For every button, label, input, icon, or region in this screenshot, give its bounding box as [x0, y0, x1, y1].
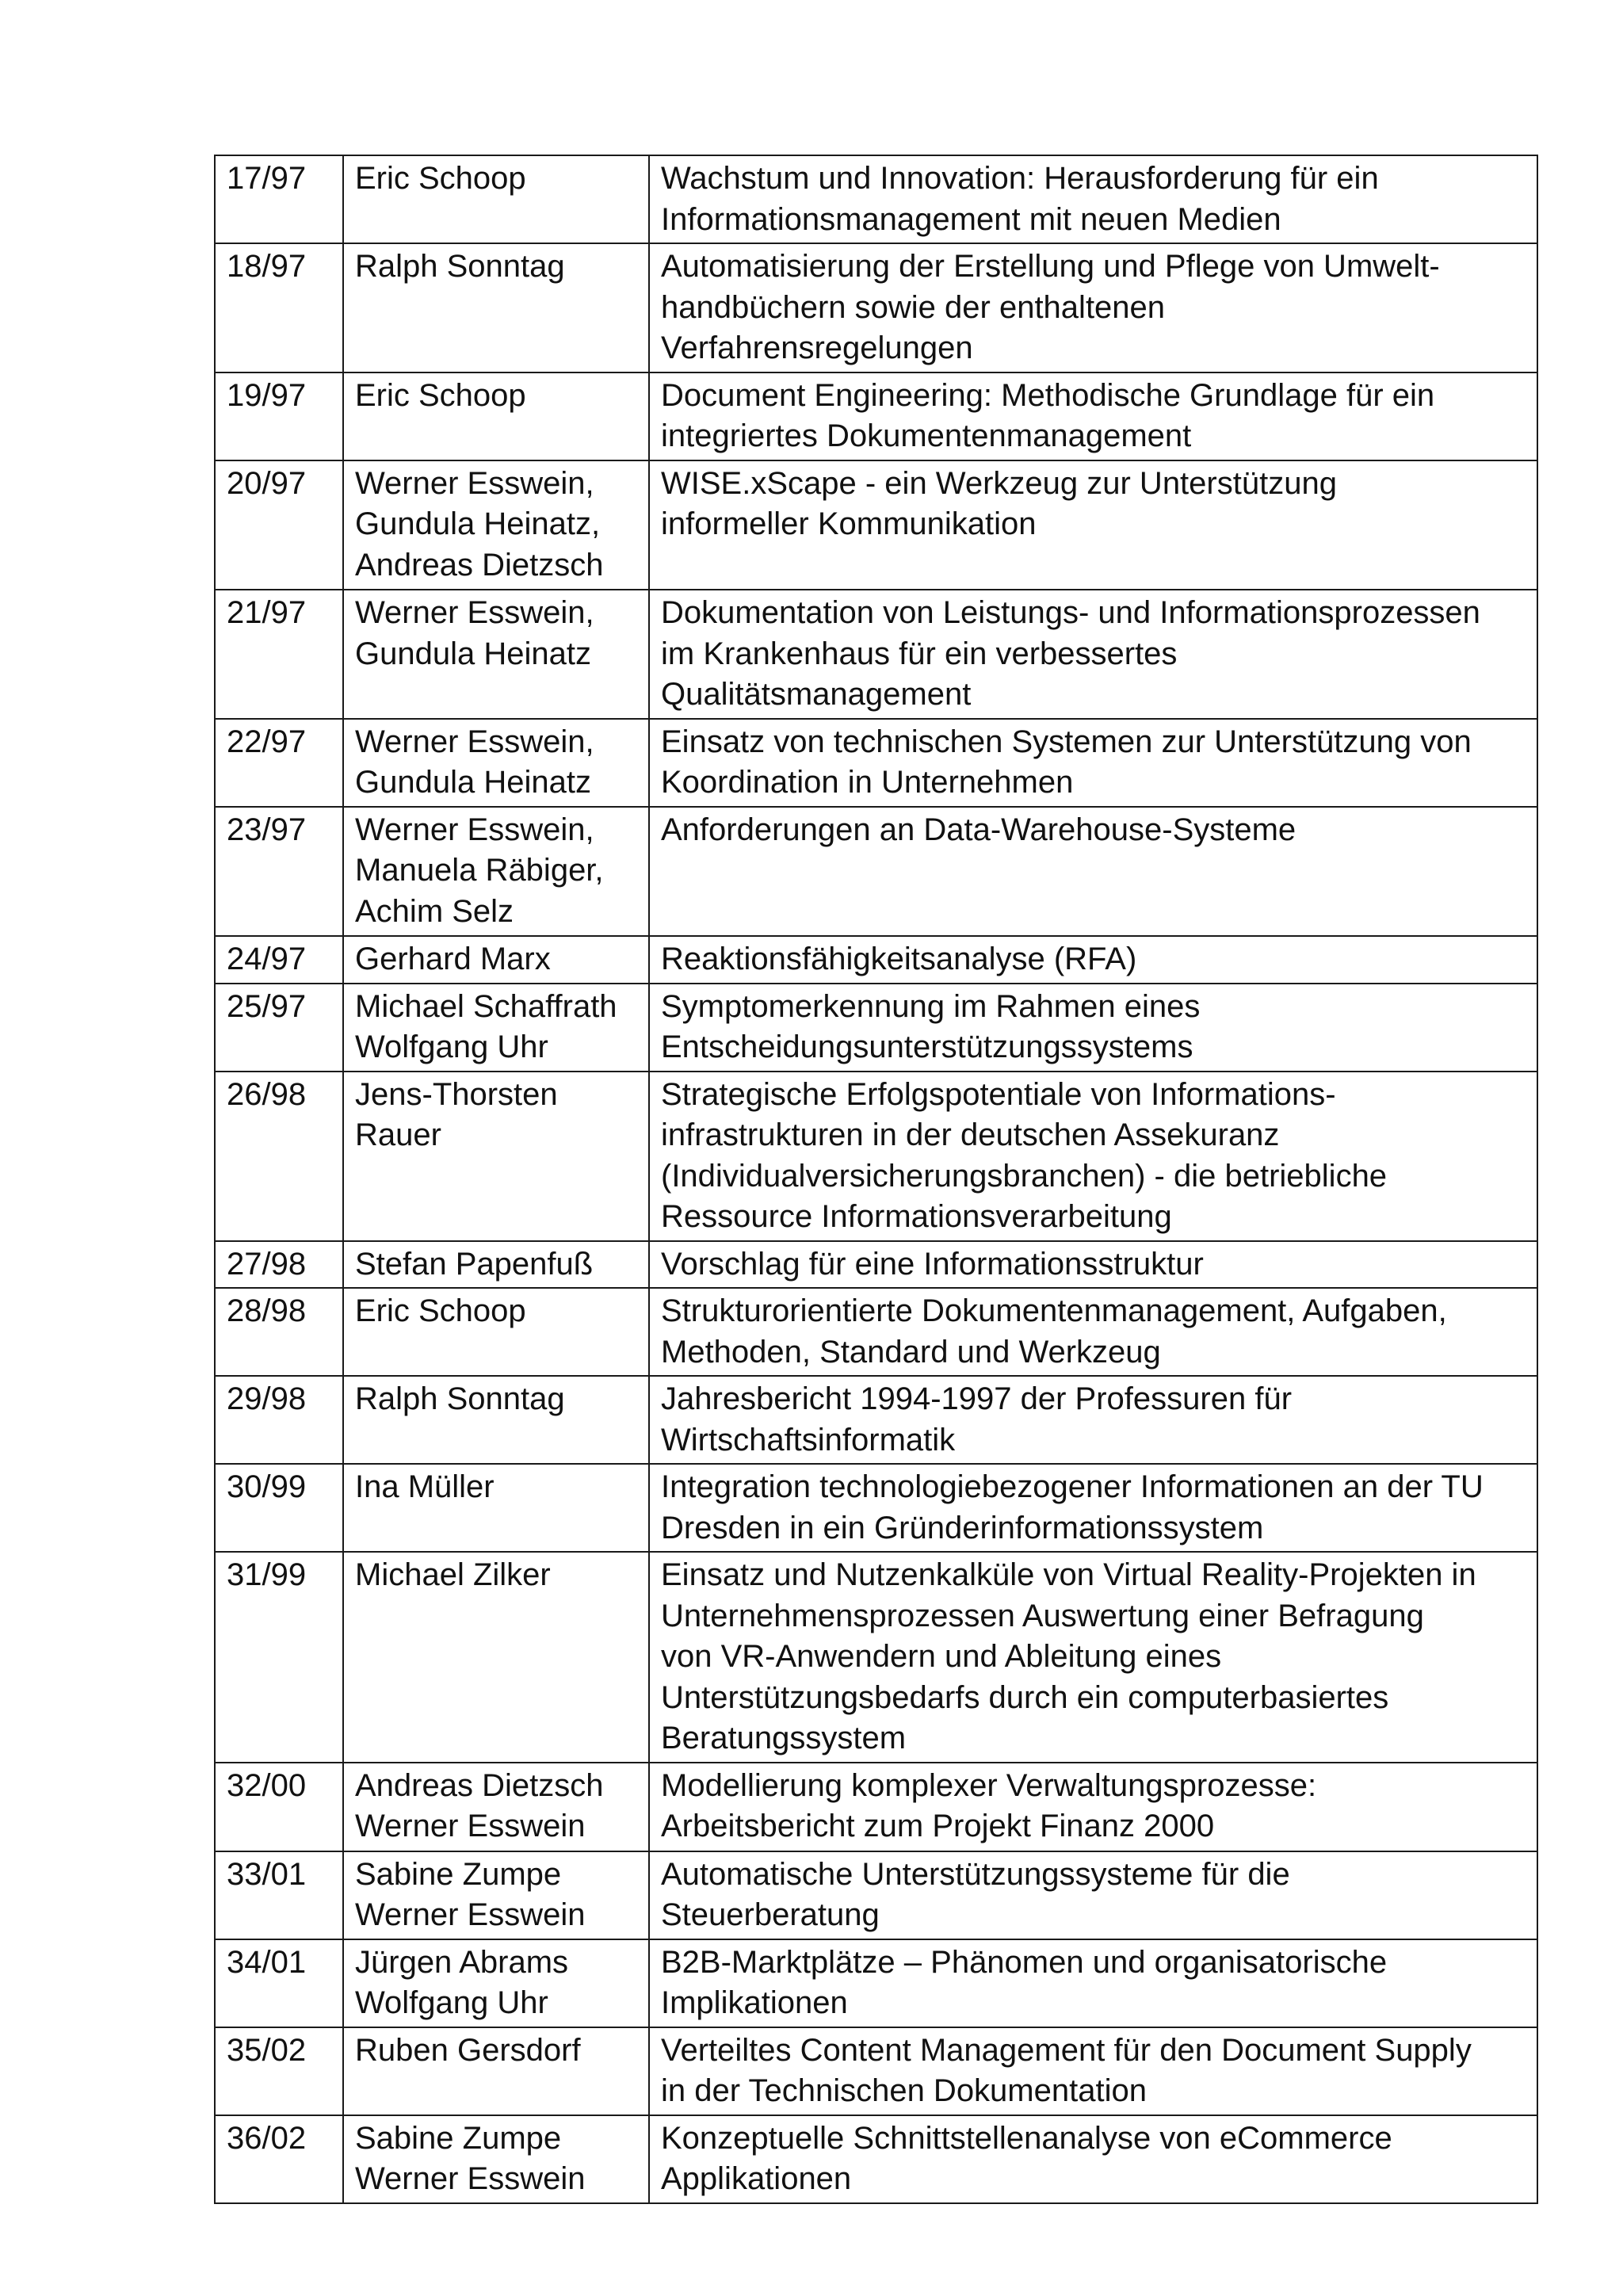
report-number-cell: 26/98: [215, 1072, 343, 1241]
authors-cell: Stefan Papenfuß: [343, 1241, 649, 1289]
report-number-cell: 21/97: [215, 590, 343, 719]
report-number-cell: 32/00: [215, 1763, 343, 1851]
title-cell: Automatische Unterstützungssysteme für die Steuerberatung: [649, 1851, 1537, 1939]
report-number-cell: 25/97: [215, 984, 343, 1072]
publications-table-body: [215, 155, 1537, 2203]
table-row: [215, 1464, 1537, 1552]
table-row: [215, 2027, 1537, 2115]
title-cell: Reaktionsfähigkeitsanalyse (RFA): [649, 936, 1537, 984]
authors-cell: Ralph Sonntag: [343, 1376, 649, 1464]
title-cell: Konzeptuelle Schnittstellenanalyse von eCommerce Applikationen: [649, 2115, 1537, 2203]
title-cell: WISE.xScape - ein Werkzeug zur Unterstützung informeller Kommunikation: [649, 460, 1537, 590]
authors-cell: Ralph Sonntag: [343, 243, 649, 372]
authors-cell: Andreas Dietzsch Werner Esswein: [343, 1763, 649, 1851]
table-row: [215, 372, 1537, 460]
title-cell: Verteiltes Content Management für den Document Supply in der Technischen Dokumentation: [649, 2027, 1537, 2115]
table-row: [215, 1376, 1537, 1464]
table-row: [215, 1939, 1537, 2027]
authors-cell: Jürgen Abrams Wolfgang Uhr: [343, 1939, 649, 2027]
title-cell: Integration technologiebezogener Informationen an der TU Dresden in ein Gründerinformationssystem: [649, 1464, 1537, 1552]
report-number-cell: 22/97: [215, 719, 343, 807]
report-number-cell: 28/98: [215, 1288, 343, 1376]
table-row: [215, 155, 1537, 243]
table-row: [215, 460, 1537, 590]
table-row: [215, 243, 1537, 372]
table-row: [215, 590, 1537, 719]
authors-cell: Werner Esswein, Gundula Heinatz, Andreas Dietzsch: [343, 460, 649, 590]
title-cell: Einsatz von technischen Systemen zur Unterstützung von Koordination in Unternehmen: [649, 719, 1537, 807]
authors-cell: Ruben Gersdorf: [343, 2027, 649, 2115]
authors-cell: Ina Müller: [343, 1464, 649, 1552]
report-number-cell: 30/99: [215, 1464, 343, 1552]
report-number-cell: 35/02: [215, 2027, 343, 2115]
report-number-cell: 17/97: [215, 155, 343, 243]
table-row: [215, 1552, 1537, 1763]
report-number-cell: 20/97: [215, 460, 343, 590]
table-row: [215, 1851, 1537, 1939]
title-cell: Jahresbericht 1994-1997 der Professuren für Wirtschaftsinformatik: [649, 1376, 1537, 1464]
table-row: [215, 1288, 1537, 1376]
authors-cell: Werner Esswein, Gundula Heinatz: [343, 590, 649, 719]
title-cell: Strategische Erfolgspotentiale von Informations- infrastrukturen in der deutschen Assekuranz (Individualversicherungsbranchen) - die betriebliche Ressource Informationsverarbeitung: [649, 1072, 1537, 1241]
report-number-cell: 19/97: [215, 372, 343, 460]
table-row: [215, 719, 1537, 807]
authors-cell: Jens-Thorsten Rauer: [343, 1072, 649, 1241]
authors-cell: Werner Esswein, Gundula Heinatz: [343, 719, 649, 807]
authors-cell: Michael Zilker: [343, 1552, 649, 1763]
title-cell: Strukturorientierte Dokumentenmanagement, Aufgaben, Methoden, Standard und Werkzeug: [649, 1288, 1537, 1376]
table-row: [215, 936, 1537, 984]
report-number-cell: 29/98: [215, 1376, 343, 1464]
authors-cell: Sabine Zumpe Werner Esswein: [343, 1851, 649, 1939]
authors-cell: Eric Schoop: [343, 1288, 649, 1376]
title-cell: Einsatz und Nutzenkalküle von Virtual Reality-Projekten in Unternehmensprozessen Auswertung einer Befragung von VR-Anwendern und Ableitung eines Unterstützungsbedarfs durch ein computerbasiertes Beratungssystem: [649, 1552, 1537, 1763]
authors-cell: Werner Esswein, Manuela Räbiger, Achim Selz: [343, 807, 649, 937]
title-cell: Anforderungen an Data-Warehouse-Systeme: [649, 807, 1537, 937]
table-row: [215, 1241, 1537, 1289]
title-cell: Modellierung komplexer Verwaltungsprozesse: Arbeitsbericht zum Projekt Finanz 2000: [649, 1763, 1537, 1851]
title-cell: Vorschlag für eine Informationsstruktur: [649, 1241, 1537, 1289]
table-row: [215, 984, 1537, 1072]
report-number-cell: 36/02: [215, 2115, 343, 2203]
authors-cell: Sabine Zumpe Werner Esswein: [343, 2115, 649, 2203]
report-number-cell: 27/98: [215, 1241, 343, 1289]
title-cell: Wachstum und Innovation: Herausforderung für ein Informationsmanagement mit neuen Medien: [649, 155, 1537, 243]
authors-cell: Michael Schaffrath Wolfgang Uhr: [343, 984, 649, 1072]
authors-cell: Eric Schoop: [343, 155, 649, 243]
title-cell: Document Engineering: Methodische Grundlage für ein integriertes Dokumentenmanagement: [649, 372, 1537, 460]
table-row: [215, 1763, 1537, 1851]
title-cell: Symptomerkennung im Rahmen eines Entscheidungsunterstützungssystems: [649, 984, 1537, 1072]
authors-cell: Gerhard Marx: [343, 936, 649, 984]
report-number-cell: 23/97: [215, 807, 343, 937]
table-row: [215, 2115, 1537, 2203]
title-cell: B2B-Marktplätze – Phänomen und organisatorische Implikationen: [649, 1939, 1537, 2027]
report-number-cell: 34/01: [215, 1939, 343, 2027]
table-row: [215, 807, 1537, 937]
report-number-cell: 33/01: [215, 1851, 343, 1939]
report-number-cell: 31/99: [215, 1552, 343, 1763]
title-cell: Dokumentation von Leistungs- und Informationsprozessen im Krankenhaus für ein verbessertes Qualitätsmanagement: [649, 590, 1537, 719]
title-cell: Automatisierung der Erstellung und Pflege von Umwelt- handbüchern sowie der enthaltenen Verfahrensregelungen: [649, 243, 1537, 372]
report-number-cell: 24/97: [215, 936, 343, 984]
report-number-cell: 18/97: [215, 243, 343, 372]
table-row: [215, 1072, 1537, 1241]
authors-cell: Eric Schoop: [343, 372, 649, 460]
publications-table: [214, 155, 1538, 2204]
